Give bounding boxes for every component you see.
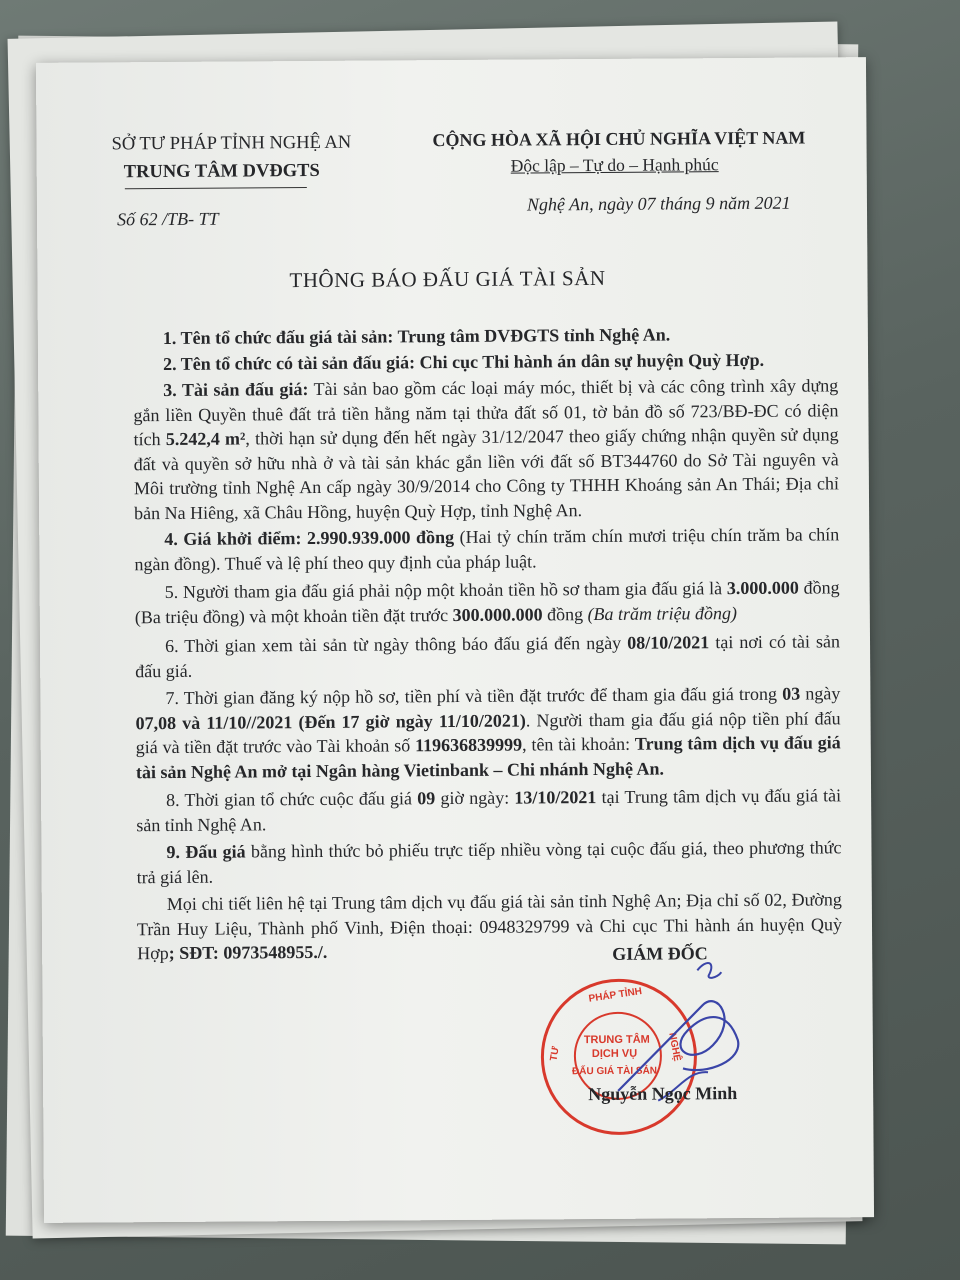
item-3 <box>133 373 839 525</box>
item-7-text-a: 7. Thời gian đăng ký nộp hồ sơ, tiền phí và tiền đặt trước để tham gia đấu giá trong <box>165 683 783 709</box>
item-2-value: Chi cục Thi hành án dân sự huyện Quỳ Hợp. <box>414 349 765 373</box>
item-8-date: 13/10/2021 <box>514 787 597 808</box>
item-7 <box>135 681 841 784</box>
item-5-text-c: đồng <box>542 603 588 624</box>
item-2 <box>133 347 838 376</box>
signer-name: Nguyễn Ngọc Minh <box>588 1083 738 1105</box>
item-5-text-a: 5. Người tham gia đấu giá phải nộp một khoản tiền hồ sơ tham gia đấu giá là <box>164 578 727 603</box>
item-5 <box>135 575 840 629</box>
motto: Độc lập – Tự do – Hạnh phúc <box>510 154 719 176</box>
item-5-fee: 3.000.000 <box>726 577 799 599</box>
country-name: CỘNG HÒA XÃ HỘI CHỦ NGHĨA VIỆT NAM <box>432 127 806 151</box>
header-divider <box>125 187 307 189</box>
item-9 <box>136 835 841 889</box>
item-8-text-a: 8. Thời gian tổ chức cuộc đấu giá <box>166 788 418 811</box>
item-4-label: 4. Giá khởi điểm: 2.990.939.000 đồng <box>164 527 455 550</box>
item-2-label: 2. Tên tổ chức có tài sản đấu giá: <box>162 352 416 375</box>
agency-name: SỞ TƯ PHÁP TỈNH NGHỆ AN <box>111 132 352 155</box>
item-7-text-b: ngày <box>800 683 841 704</box>
item-8-text-c: tại Trung tâm dịch vụ đấu giá tài sản tỉnh Nghệ An. <box>136 785 842 835</box>
item-5-deposit: 300.000.000 <box>452 603 543 625</box>
item-6-text-b: tại nơi có tài sản đấu giá. <box>135 631 841 681</box>
signer-title: GIÁM ĐỐC <box>612 943 708 964</box>
place-date: Nghệ An, ngày 07 tháng 9 năm 2021 <box>526 192 791 215</box>
item-9-text: bằng hình thức bỏ phiếu trực tiếp nhiều vòng tại cuộc đấu giá, theo phương thức trả giá lên. <box>136 837 842 887</box>
item-8-text-b: giờ ngày: <box>435 787 515 809</box>
item-3-label: 3. Tài sản đấu giá: <box>163 379 309 401</box>
item-3-text-b: , thời hạn sử dụng đến hết ngày 31/12/2047 theo giấy chứng nhận quyền sử dụng đất và quyền sở hữu nhà ở và tài sản khác gắn liền với đất số BT344760 do Sở Tài nguyên và Môi trường tỉnh Nghệ An cấp ngày 30/9/2014 cho Công ty THHH Khoáng sản An Thái; Địa chỉ bản Na Hiêng, xã Châu Hồng, huyện Quỳ Hợp, tỉnh Nghệ An. <box>133 424 839 523</box>
document-title: THÔNG BÁO ĐẤU GIÁ TÀI SẢN <box>289 265 606 293</box>
seal-rim-left: TƯ <box>548 1045 562 1062</box>
center-name: TRUNG TÂM DVĐGTS <box>123 160 320 183</box>
item-1-label: 1. Tên tổ chức đấu giá tài sản: <box>162 326 394 349</box>
document-number: Số 62 /TB- TT <box>116 208 219 230</box>
seal-line-3: ĐẤU GIÁ TÀI SẢN <box>571 1065 658 1078</box>
item-8-time: 09 <box>417 788 436 809</box>
item-7-text-c: . Người tham gia đấu giá nộp tiền phí đấu giá và tiền đặt trước vào Tài khoản số <box>135 707 841 758</box>
seal-rim-right: NGHỆ <box>666 1031 683 1063</box>
contact-text: Mọi chi tiết liên hệ tại Trung tâm dịch vụ đấu giá tài sản tỉnh Nghệ An; Địa chỉ số 02, Đường Trần Huy Liệu, Thành phố Vinh, Điện thoại: 0948329799 và Chi cục Thi hành án huyện Quỳ Hợp <box>136 889 843 964</box>
item-5-deposit-words: (Ba trăm triệu đồng) <box>587 602 738 624</box>
item-7-dates: 07,08 và 11/10//2021 (Đến 17 giờ ngày 11/10/2021) <box>135 710 526 733</box>
item-5-text-b: đồng (Ba triệu đồng) và một khoản tiền đặt trước <box>134 577 840 627</box>
item-8 <box>136 783 841 837</box>
item-7-text-d: , tên tài khoản: <box>522 733 635 755</box>
item-1-value: Trung tâm DVĐGTS tỉnh Nghệ An. <box>393 324 671 347</box>
item-6-text-a: 6. Thời gian xem tài sản từ ngày thông báo đấu giá đến ngày <box>164 632 628 657</box>
seal-line-1: TRUNG TÂM <box>583 1033 650 1047</box>
item-1 <box>133 321 838 350</box>
item-4 <box>134 522 839 576</box>
item-6 <box>135 629 840 683</box>
item-4-text: (Hai tỷ chín trăm chín mươi triệu chín trăm ba chín ngàn đồng). Thuế và lệ phí theo quy định của pháp luật. <box>134 524 840 574</box>
item-7-days: 03 <box>782 683 801 704</box>
seal-rim-top: PHÁP TỈNH <box>587 986 643 1005</box>
contact-phone: ; SĐT: 0973548955./. <box>168 941 328 964</box>
seal-line-2: DỊCH VỤ <box>591 1047 638 1061</box>
item-6-date: 08/10/2021 <box>627 632 710 653</box>
document-page <box>36 57 874 1223</box>
item-3-text-a: Tài sản bao gồm các loại máy móc, thiết bị và các công trình xây dựng gắn liền Quyền thuê đất trả tiền hằng năm tại thửa đất số 01, tờ bản đồ số 723/BĐ-ĐC có diện tích <box>133 375 839 450</box>
item-9-label: 9. Đấu giá <box>166 841 246 863</box>
item-3-area: 5.242,4 m² <box>165 428 246 450</box>
item-7-account-name: Trung tâm dịch vụ đấu giá tài sản Nghệ An mở tại Ngân hàng Vietinbank – Chi nhánh Nghệ An. <box>135 732 841 782</box>
item-7-account: 119636839999 <box>414 734 523 756</box>
